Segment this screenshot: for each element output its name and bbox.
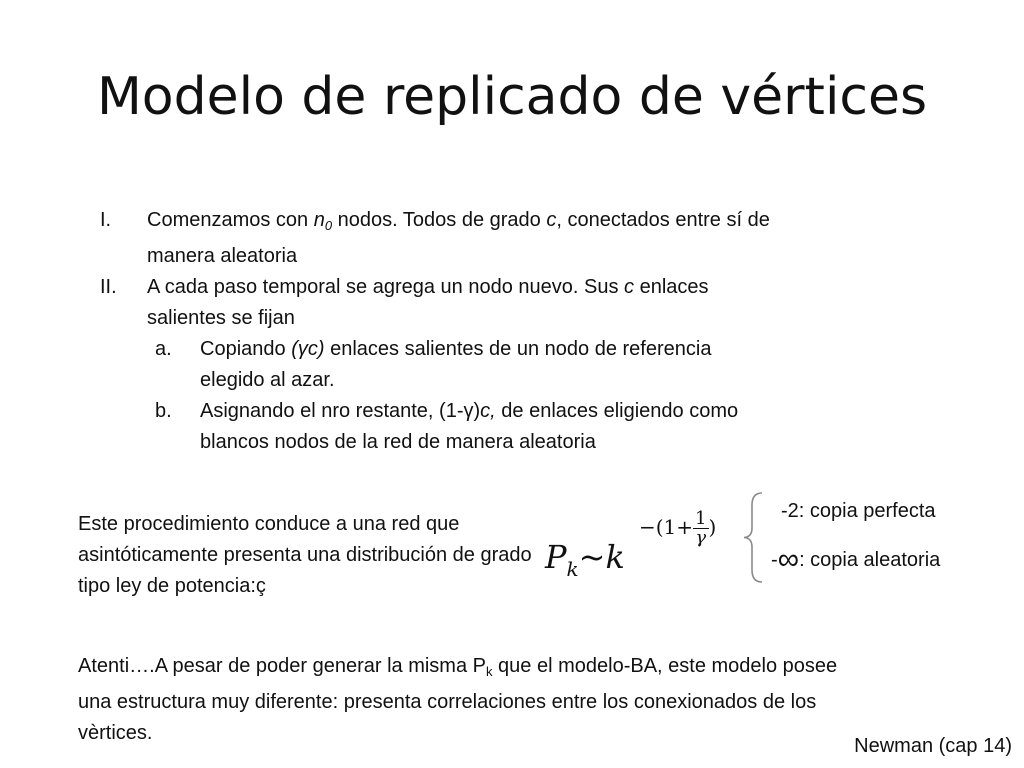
curly-brace-icon [742, 490, 766, 585]
steps-list [100, 205, 780, 458]
case2-suffix: : copia aleatoria [799, 549, 941, 571]
degree-distribution-formula [545, 508, 725, 581]
slide-title: Modelo de replicado de vértices [96, 67, 928, 127]
list-item [100, 205, 780, 272]
exponent-right: ) [708, 515, 717, 539]
c-variable: c [624, 276, 635, 298]
item-text: nodos. Todos de grado [332, 209, 547, 231]
formula-k-subscript: k [566, 557, 579, 581]
sub-list-item [100, 334, 780, 396]
list-marker: II. [100, 276, 117, 298]
formula-tilde-k: ~k [578, 538, 625, 576]
power-law-paragraph: Este procedimiento conduce a una red que asintóticamente presenta una distribución de grado tipo ley de potencia:ç [78, 513, 532, 597]
infinity-symbol: ∞ [777, 543, 800, 576]
n-subscript: 0 [324, 218, 333, 233]
note-paragraph [78, 651, 838, 749]
formula-p: P [545, 538, 567, 576]
formula-exponent [639, 510, 716, 547]
exponent-fraction [693, 510, 708, 547]
list-marker: I. [100, 209, 112, 231]
list-marker: b. [155, 400, 172, 422]
c-variable: c [546, 209, 557, 231]
note-text: que el modelo-BA, este modelo posee una estructura muy diferente: presenta correlaciones entre los conexionados de los vèrtices. [78, 655, 838, 744]
fraction-denominator: γ [695, 527, 707, 548]
list-item [100, 272, 780, 334]
list-marker: a. [155, 338, 172, 360]
note-text: Atenti….A pesar de poder generar la misma P [78, 655, 486, 677]
sub-list-item [100, 396, 780, 458]
formula-base [545, 538, 625, 581]
item-text: Comenzamos con [147, 209, 314, 231]
item-emphasis: c, [480, 400, 496, 422]
item-text: enlaces salientes se fijan [147, 276, 709, 329]
item-text: , conectados entre sí de manera aleatoria [147, 209, 770, 267]
reference-citation: Newman (cap 14) [854, 735, 1012, 757]
item-text: enlaces salientes de un nodo de referencia elegido al azar. [200, 338, 712, 391]
case2-prefix: - [771, 549, 778, 571]
fraction-numerator: 1 [695, 508, 707, 529]
exponent-left: −(1+ [639, 515, 694, 539]
case-random-copy [771, 543, 941, 576]
case-perfect-copy: -2: copia perfecta [781, 500, 936, 522]
n-variable: n [313, 209, 325, 231]
pk-subscript: k [486, 664, 493, 679]
item-text: Copiando [200, 338, 292, 360]
item-text: A cada paso temporal se agrega un nodo nuevo. Sus [147, 276, 625, 298]
item-text: de enlaces eligiendo como blancos nodos de la red de manera aleatoria [200, 400, 739, 453]
item-emphasis: (γc) [291, 338, 325, 360]
item-text: Asignando el nro restante, (1-γ) [200, 400, 481, 422]
